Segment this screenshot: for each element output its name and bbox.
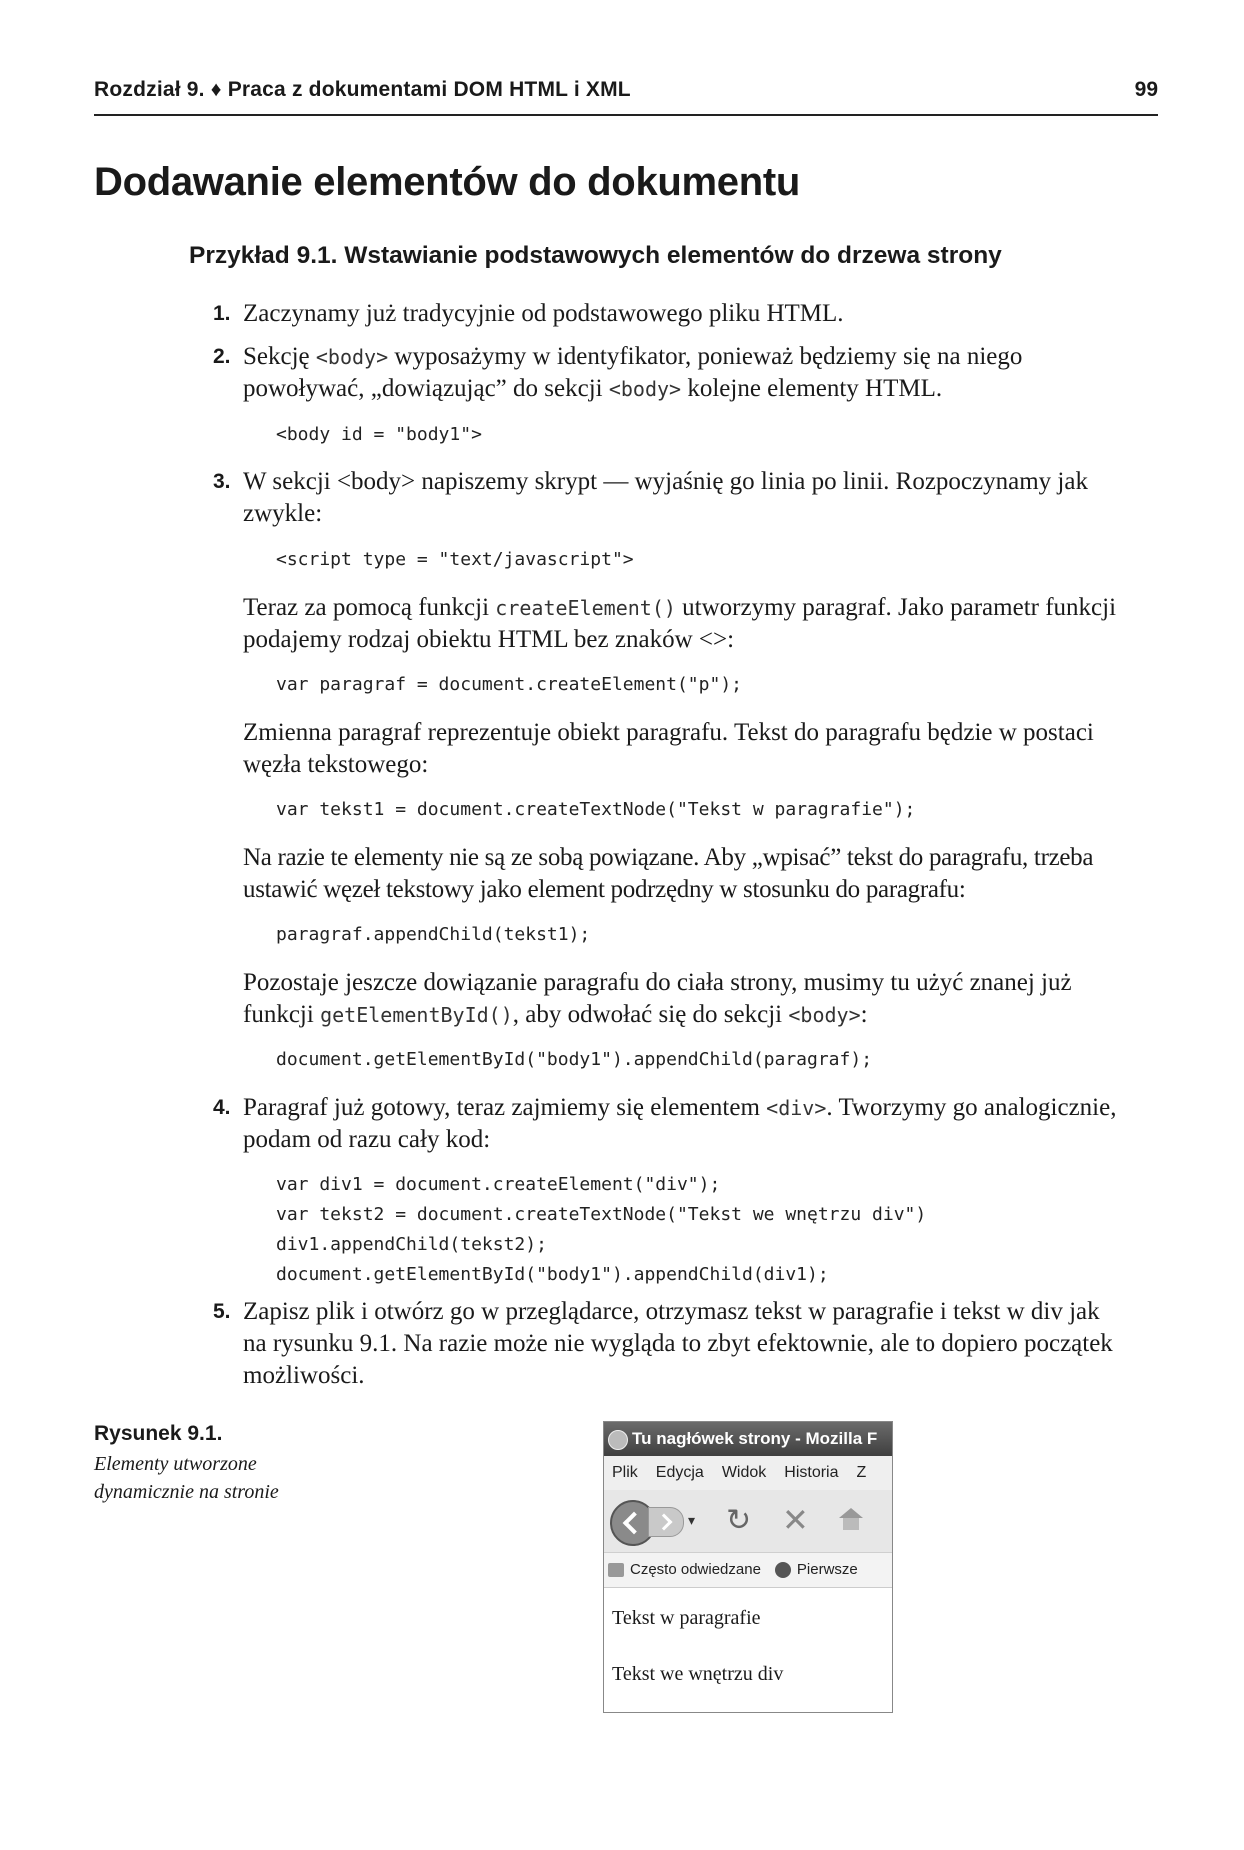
step-5-text: Zapisz plik i otwórz go w przeglądarce, otrzymasz tekst w paragrafie i tekst w div jak na rysunku 9.1. Na razie może nie wygląda to zbyt efektownie, ale to dopiero początek możliwości. bbox=[243, 1298, 1113, 1389]
menu-item-edit[interactable]: Edycja bbox=[655, 1464, 704, 1481]
browser-menubar bbox=[604, 1456, 892, 1490]
inline-code-body: <body> bbox=[315, 345, 389, 369]
code-create-textnode: var tekst1 = document.createTextNode("Tekst w paragrafie"); bbox=[276, 799, 916, 820]
browser-window-title: Tu nagłówek strony - Mozilla F bbox=[632, 1429, 878, 1448]
bookmark-most-visited[interactable]: Często odwiedzane bbox=[630, 1561, 761, 1578]
home-icon[interactable] bbox=[839, 1508, 863, 1528]
step-3-para-4-b: , aby odwołać się do sekcji bbox=[512, 1001, 789, 1028]
reload-icon[interactable]: ↻ bbox=[726, 1504, 752, 1537]
step-4-number: 4. bbox=[213, 1096, 231, 1119]
chapter-title: Rozdział 9. ♦ Praca z dokumentami DOM HTML i XML bbox=[94, 78, 631, 101]
forward-icon[interactable] bbox=[648, 1507, 684, 1537]
step-1-number: 1. bbox=[213, 302, 231, 325]
step-3-para-2: Zmienna paragraf reprezentuje obiekt paragrafu. Tekst do paragrafu będzie w postaci węzła tekstowego: bbox=[243, 719, 1094, 778]
step-4-text-a: Paragraf już gotowy, teraz zajmiemy się elementem bbox=[243, 1094, 767, 1121]
step-1-text: Zaczynamy już tradycyjnie od podstawowego pliku HTML. bbox=[243, 300, 844, 327]
getting-started-icon bbox=[775, 1562, 791, 1578]
bookmark-getting-started[interactable]: Pierwsze bbox=[796, 1561, 858, 1578]
browser-screenshot-figure bbox=[603, 1421, 893, 1713]
inline-code-body-3: <body> bbox=[788, 1003, 861, 1027]
inline-code-getelementbyid: getElementById() bbox=[320, 1003, 513, 1027]
step-3-para-1-b: utworzymy paragraf. Jako parametr funkcji podajemy rodzaj obiektu HTML bez znaków <>: bbox=[243, 594, 1117, 653]
stop-icon[interactable]: ✕ bbox=[782, 1502, 809, 1538]
step-3-number: 3. bbox=[213, 470, 231, 493]
menu-item-file[interactable]: Plik bbox=[612, 1464, 638, 1481]
code-append-text: paragraf.appendChild(tekst1); bbox=[276, 924, 591, 945]
step-2-text-a: Sekcję bbox=[243, 343, 316, 370]
bookmarks-toolbar bbox=[604, 1553, 892, 1588]
step-3-para-3: Na razie te elementy nie są ze sobą powiązane. Aby „wpisać” tekst do paragrafu, trzeba ustawić węzeł tekstowy jako element podrzędny w stosunku do paragrafu: bbox=[243, 844, 1094, 903]
code-create-div: var div1 = document.createElement("div"); var tekst2 = document.createTextNode("Tekst we wnętrzu div") div1.appendChild(tekst2); document.getElementById("body1").appendChild(div1); bbox=[276, 1174, 927, 1285]
history-dropdown-icon[interactable]: ▾ bbox=[688, 1512, 696, 1528]
step-5-number: 5. bbox=[213, 1300, 231, 1323]
step-3-text: W sekcji <body> napiszemy skrypt — wyjaśnię go linia po linii. Rozpoczynamy jak zwykle: bbox=[243, 468, 1088, 527]
step-2-text-c: kolejne elementy HTML. bbox=[681, 375, 943, 402]
bookmark-folder-icon bbox=[608, 1563, 624, 1577]
code-script-tag: <script type = "text/javascript"> bbox=[276, 549, 634, 570]
home-icon-body bbox=[843, 1518, 859, 1530]
step-3-para-4 bbox=[243, 967, 1123, 1031]
step-3-para-4-c: : bbox=[860, 1001, 868, 1028]
browser-navbar bbox=[604, 1490, 892, 1553]
menu-item-history[interactable]: Historia bbox=[784, 1464, 839, 1481]
step-3-para-1 bbox=[243, 592, 1123, 656]
step-4-text bbox=[243, 1092, 1123, 1156]
step-4-text-b: . Tworzymy go analogicznie, podam od razu cały kod: bbox=[243, 1094, 1117, 1153]
menu-item-more[interactable]: Z bbox=[856, 1464, 867, 1481]
home-icon-roof bbox=[839, 1508, 863, 1518]
rendered-div: Tekst we wnętrzu div bbox=[612, 1663, 784, 1685]
step-2-number: 2. bbox=[213, 345, 231, 368]
code-create-paragraph: var paragraf = document.createElement("p"); bbox=[276, 674, 742, 695]
firefox-icon bbox=[608, 1430, 628, 1450]
step-2-text bbox=[243, 341, 1123, 405]
figure-caption-text: Elementy utworzone dynamicznie na stronie bbox=[94, 1453, 279, 1503]
page-number: 99 bbox=[1134, 78, 1158, 101]
figure-caption-title: Rysunek 9.1. bbox=[94, 1422, 223, 1445]
step-3-para-4-a: Pozostaje jeszcze dowiązanie paragrafu do ciała strony, musimy tu użyć znanej już funkcji bbox=[243, 969, 1072, 1028]
step-3-para-1-a: Teraz za pomocą funkcji bbox=[243, 594, 496, 621]
inline-code-div: <div> bbox=[766, 1096, 827, 1120]
inline-code-body-2: <body> bbox=[608, 377, 682, 401]
rendered-paragraph: Tekst w paragrafie bbox=[612, 1607, 761, 1629]
example-title: Przykład 9.1. Wstawianie podstawowych elementów do drzewa strony bbox=[189, 242, 1002, 269]
running-header bbox=[94, 76, 1158, 116]
code-body-id: <body id = "body1"> bbox=[276, 424, 482, 445]
browser-titlebar bbox=[604, 1422, 892, 1456]
step-2-text-b: wyposażymy w identyfikator, ponieważ będziemy się na niego powoływać, „dowiązując” do sekcji bbox=[243, 343, 1023, 402]
inline-code-createelement: createElement() bbox=[495, 596, 676, 620]
browser-page-content bbox=[604, 1606, 892, 1686]
section-title: Dodawanie elementów do dokumentu bbox=[94, 160, 801, 204]
menu-item-view[interactable]: Widok bbox=[721, 1464, 767, 1481]
code-append-paragraph: document.getElementById("body1").appendChild(paragraf); bbox=[276, 1049, 873, 1070]
